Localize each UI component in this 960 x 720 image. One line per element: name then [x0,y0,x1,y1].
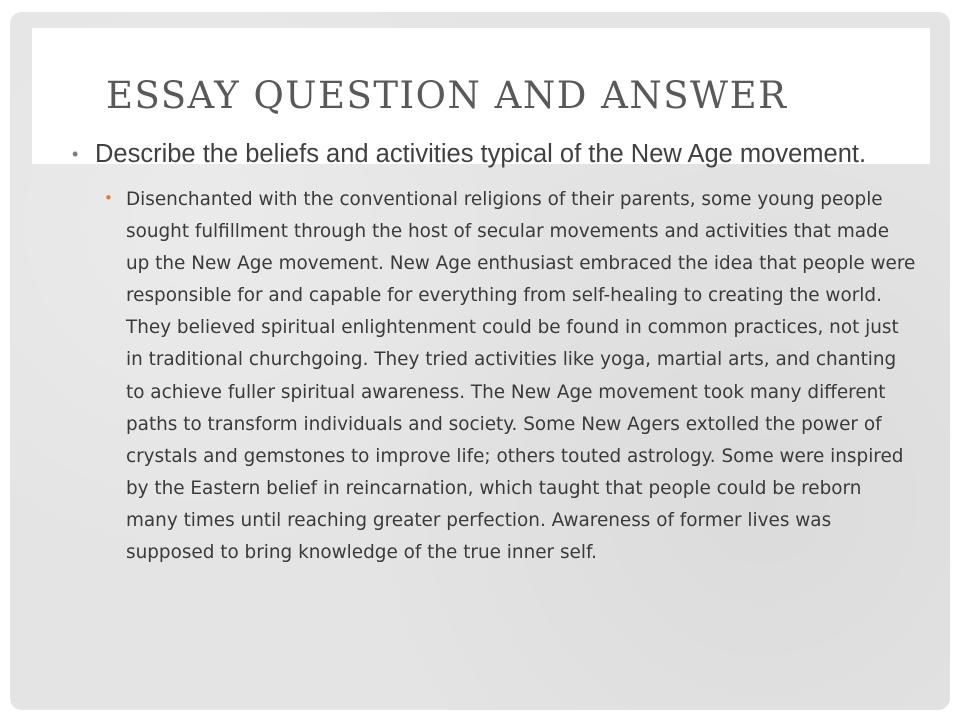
slide [10,12,950,710]
slide-title: ESSAY QUESTION AND ANSWER [106,74,788,117]
question-bullet [70,138,920,170]
slide-body [70,138,920,569]
answer-bullet [104,184,916,569]
question-text: Describe the beliefs and activities typical of the New Age movement. [95,140,867,168]
bullet-dot-icon: • [104,189,113,207]
bullet-dot-icon: • [72,144,79,164]
answer-text: Disenchanted with the conventional religions of their parents, some young people sought fulfillment through the host of secular movements and activities that made up the New Age movement. New Age enthusiast embraced the idea that people were responsible for and capable for everything from self-healing to creating the world. They believed spiritual enlightenment could be found in common practices, not just in traditional churchgoing. They tried activities like yoga, martial arts, and chanting to achieve fuller spiritual awareness. The New Age movement took many different paths to transform individuals and society. Some New Agers extolled the power of crystals and gemstones to improve life; others touted astrology. Some were inspired by the Eastern belief in reincarnation, which taught that people could be reborn many times until reaching greater perfection. Awareness of former lives was supposed to bring knowledge of the true inner self. [126,189,916,564]
